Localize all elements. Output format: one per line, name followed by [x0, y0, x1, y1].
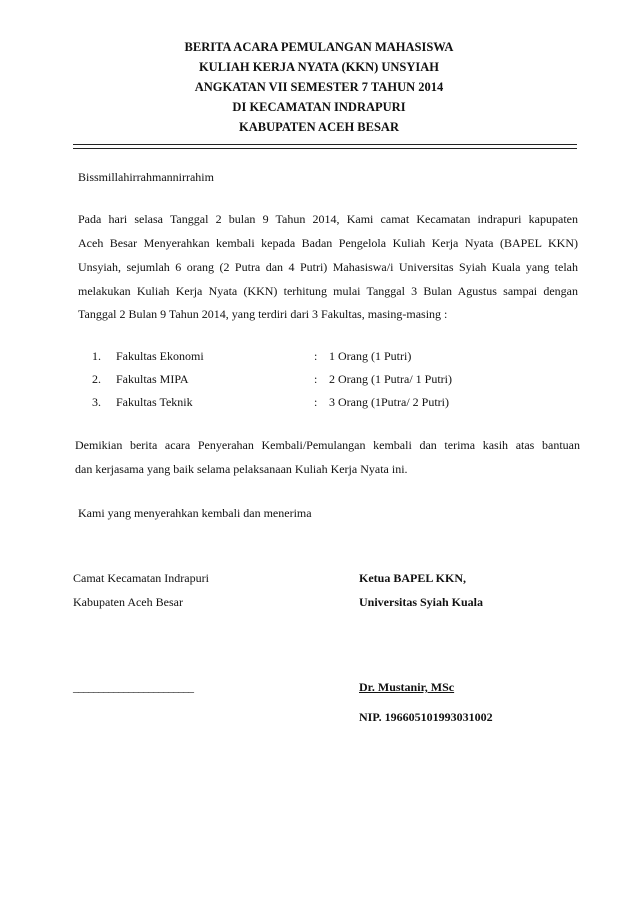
- opening-greeting: Bissmillahirrahmannirrahim: [78, 170, 214, 184]
- list-colon: :: [314, 349, 318, 363]
- signatory-office: Universitas Syiah Kuala: [359, 595, 484, 609]
- paragraph-line: Demikian berita acara Penyerahan Kembali/Pemulangan kembali dan terima kasih atas bantuan: [75, 438, 580, 452]
- list-number: 2.: [92, 372, 101, 386]
- header-district: DI KECAMATAN INDRAPURI: [232, 100, 406, 114]
- faculty-name: Fakultas MIPA: [116, 372, 189, 386]
- header-batch: ANGKATAN VII SEMESTER 7 TAHUN 2014: [194, 80, 444, 94]
- paragraph-line: Tanggal 2 Bulan 9 Tahun 2014, yang terdiri dari 3 Fakultas, masing-masing :: [78, 307, 448, 321]
- list-colon: :: [314, 372, 318, 386]
- header-title: BERITA ACARA PEMULANGAN MAHASISWA: [184, 40, 454, 54]
- list-number: 1.: [92, 349, 101, 363]
- paragraph-line: dan kerjasama yang baik selama pelaksanaan Kuliah Kerja Nyata ini.: [75, 462, 408, 476]
- student-count: 2 Orang (1 Putra/ 1 Putri): [329, 372, 452, 386]
- signatory-office: Kabupaten Aceh Besar: [73, 595, 183, 609]
- header-double-rule: [73, 144, 577, 149]
- paragraph-line: Aceh Besar Menyerahkan kembali kepada Badan Pengelola Kuliah Kerja Nyata (BAPEL KKN): [78, 236, 578, 250]
- signatory-title: Camat Kecamatan Indrapuri: [73, 571, 209, 585]
- paragraph-line: Pada hari selasa Tanggal 2 bulan 9 Tahun 2014, Kami camat Kecamatan indrapuri kapupaten: [78, 212, 578, 226]
- signatory-title: Ketua BAPEL KKN,: [359, 571, 467, 585]
- student-count: 3 Orang (1Putra/ 2 Putri): [329, 395, 449, 409]
- faculty-name: Fakultas Teknik: [116, 395, 193, 409]
- list-colon: :: [314, 395, 318, 409]
- header-regency: KABUPATEN ACEH BESAR: [239, 120, 399, 134]
- signature-line: ________________________: [73, 680, 193, 694]
- signatory-nip: NIP. 196605101993031002: [359, 710, 493, 724]
- signatory-name: Dr. Mustanir, MSc: [359, 680, 455, 694]
- paragraph-line: melakukan Kuliah Kerja Nyata (KKN) terhitung mulai Tanggal 3 Bulan Agustus sampai dengan: [78, 284, 578, 298]
- faculty-name: Fakultas Ekonomi: [116, 349, 204, 363]
- document-header: [0, 37, 638, 137]
- handover-statement: Kami yang menyerahkan kembali dan menerima: [78, 506, 312, 520]
- student-count: 1 Orang (1 Putri): [329, 349, 412, 363]
- header-program: KULIAH KERJA NYATA (KKN) UNSYIAH: [198, 60, 440, 74]
- list-number: 3.: [92, 395, 101, 409]
- paragraph-line: Unsyiah, sejumlah 6 orang (2 Putra dan 4 Putri) Mahasiswa/i Universitas Syiah Kuala yang telah: [78, 260, 578, 274]
